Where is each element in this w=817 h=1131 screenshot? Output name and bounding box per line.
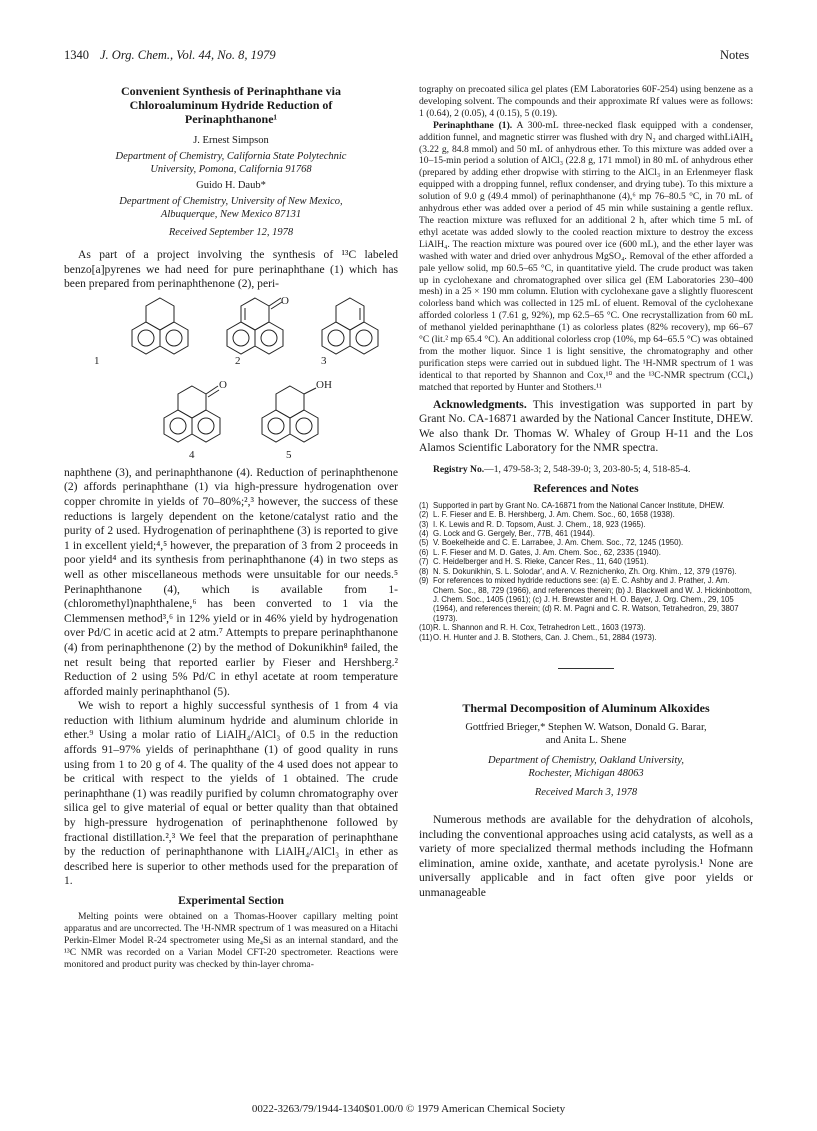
structure-label-3: 3: [321, 354, 327, 367]
reference-item: [419, 557, 753, 566]
reference-number: (11): [419, 632, 433, 642]
reference-text: For references to mixed hydride reductions see: (a) E. C. Ashby and J. Prather, J. Am. Chem. Soc., 88, 729 (1966), and references therein; (b) J. Blackwell and W. J. Hickinbottom, J. Chem. Soc., 1405 (1961); (c) J. H. Brewster and H. O. Bayer, J. Org. Chem., 29, 105 (1964), and references therein; (d) R. M. Pagni and C. R. Watson, Tetrahedron, 29, 3807 (1973).: [433, 576, 752, 623]
page-number: 1340: [64, 48, 89, 62]
structure-1: [132, 298, 188, 354]
references-heading: References and Notes: [533, 482, 639, 495]
reference-number: (4): [419, 529, 429, 539]
divider: [558, 668, 614, 669]
received-date: Received September 12, 1978: [168, 227, 294, 238]
author-name: Guido H. Daub*: [196, 180, 266, 191]
reference-number: (2): [419, 510, 429, 520]
reference-text: L. F. Fieser and E. B. Hershberg, J. Am. Chem. Soc., 60, 1658 (1938).: [433, 510, 675, 520]
atom-label-oh: OH: [316, 378, 332, 391]
reference-number: (6): [419, 547, 429, 557]
structure-2: [227, 298, 283, 354]
affiliation: Department of Chemistry, University of New Mexico, Albuquerque, New Mexico 87131: [119, 196, 343, 220]
structure-label-1: 1: [94, 354, 100, 367]
reference-text: I. K. Lewis and R. D. Topsom, Aust. J. Chem., 18, 923 (1965).: [433, 519, 646, 529]
reference-text: G. Lock and G. Gergely, Ber., 77B, 461 (1944).: [433, 529, 595, 539]
procedure-paragraph: Perinaphthane (1). A 300-mL three-necked flask equipped with a condenser, addition funnel, and magnetic stirrer was flushed with dry N₂ and charged withLiAlH₄ (3.22 g, 84.8 mmol) and 50 mL of anhydrous ether. To this mixture was added over a 10–15-min period a solution of AlCl₃ (22.8 g, 171 mmol) in 80 mL of anhydrous ether (prepared by adding ether dropwise with stirring to the AlCl₃ in an Erlenmeyer flask equipped with a dropping funnel, reflux condenser, and drying tube). To this mixture a solution of 9.0 g (49.4 mmol) of perinaphthanone (4),⁶ mp 76–80.5 °C, in 70 mL of anhydrous ether was added over a period of 45 min while sustaining a gentle reflux. The reaction mixture was refluxed for an additional 2 h, after which time 5 mL of ethyl acetate was added slowly to the cooled reaction mixture to destroy the excess LiAlH₄. The reaction mixture was poured over ice (600 mL), and the ether layer was washed with water and dried over anhydrous MgSO₄. Removal of the ether afforded a pale yellow solid, mp 60.5–65 °C, in quantitative yield. The crude product was taken up in cyclohexane and chromatographed over silica gel (EM Laboratories 230–400 mesh) in a 25 × 190 mm column. Elution with cyclohexane gave a slightly fluorescent colorless band which was collected in 125 mL of eluent. Removal of the cyclohexane afforded colorless 1 (7.61 g, 92%), mp 62.5–65 °C. One recrystallization from 60 mL of methanol yielded perinaphthane (1) as colorless plates (82% recovery), mp 66–67 °C (lit.² mp 65.4 °C). An additional colorless crop (10%, mp 64–65.5 °C) was obtained from the mother liquor. Since 1 is light sensitive, the chromatography and other purification steps were carried out in subdued light. The ¹H-NMR spectrum of 1 was identical to that reported by Shannon and Cox,¹⁰ and the ¹³C-NMR spectrum (CCl₄) matched that reported by Hunter and Stothers.¹¹: [419, 119, 753, 393]
reference-text: L. F. Fieser and M. D. Gates, J. Am. Chem. Soc., 62, 2335 (1940).: [433, 547, 661, 557]
reference-item: [419, 529, 753, 538]
intro-paragraph: As part of a project involving the synthesis of ¹³C labeled benzo[a]pyrenes we had need for pure perinaphthane (1) which has been prepared from perinaphthenone (2), peri-: [64, 248, 398, 291]
reference-number: (3): [419, 519, 429, 529]
affiliation: Department of Chemistry, California State Polytechnic University, Pomona, California 91768: [115, 151, 347, 175]
reference-text: V. Boekelheide and C. E. Larrabee, J. Am. Chem. Soc., 72, 1245 (1950).: [433, 538, 684, 548]
experimental-paragraph: Melting points were obtained on a Thomas-Hoover capillary melting point apparatus and are uncorrected. The ¹H-NMR spectrum of 1 was measured on a Hitachi Perkin-Elmer Model R-24 spectrometer using Me₄Si as an internal standard, and the ¹³C NMR was recorded on a Varian Model CFT-20 spectrometer. Reactions were monitored and product purity was checked by thin-layer chroma-: [64, 911, 398, 970]
reference-item: [419, 538, 753, 547]
reference-number: (7): [419, 557, 429, 567]
acknowledgments: Acknowledgments. This investigation was supported in part by Grant No. CA-16871 awarded by the National Cancer Institute, DHEW. We also thank Dr. Thomas W. Whaley of Group H-11 and the Los Alamos Scientific Laboratory for the NMR spectra.: [419, 397, 753, 455]
reference-text: Supported in part by Grant No. CA-16871 from the National Cancer Institute, DHEW.: [433, 500, 725, 510]
atom-label-o: O: [281, 294, 289, 307]
reference-number: (5): [419, 538, 429, 548]
reference-item: [419, 567, 753, 576]
affiliation: Department of Chemistry, Oakland University, Rochester, Michigan 48063: [488, 754, 684, 779]
reference-item: [419, 510, 753, 519]
author-names: Gottfried Brieger,* Stephen W. Watson, Donald G. Barar, and Anita L. Shene: [465, 721, 707, 746]
received-date: Received March 3, 1978: [534, 786, 638, 798]
copyright-footer: 0022-3263/79/1944-1340$01.00/0 © 1979 American Chemical Society: [251, 1103, 566, 1115]
section-heading: Experimental Section: [178, 895, 284, 907]
reference-item: [419, 623, 753, 632]
structure-5: [262, 386, 318, 442]
right-column: [419, 84, 753, 901]
reference-text: N. S. Dokunikhin, S. L. Solodar', and A. V. Reznichenko, Zh. Org. Khim., 12, 379 (1976).: [433, 566, 737, 576]
left-column: [64, 84, 398, 971]
reference-item: [419, 633, 753, 642]
structure-4: [164, 386, 220, 442]
intro-paragraph: Numerous methods are available for the dehydration of alcohols, including the conventional approaches using acid catalysts, as well as a variety of more specialized thermal methods including the Hofmann elimination, amine oxide, xanthate, and acetate pyrolysis.¹ None are universally applicable and in fact often give poor yields or unmanageable: [419, 812, 753, 899]
reference-item: [419, 520, 753, 529]
reference-number: (10): [419, 623, 433, 633]
reference-text: C. Heidelberger and H. S. Rieke, Cancer Res., 11, 640 (1951).: [433, 557, 649, 567]
atom-label-o: O: [219, 378, 227, 391]
references-list: [419, 501, 753, 642]
article-title: Thermal Decomposition of Aluminum Alkoxides: [462, 700, 710, 715]
chemical-structures-figure: [64, 292, 398, 464]
reference-item: [419, 548, 753, 557]
reference-text: R. L. Shannon and R. H. Cox, Tetrahedron Lett., 1603 (1973).: [433, 623, 646, 633]
reference-number: (1): [419, 500, 429, 510]
structure-label-2: 2: [235, 354, 241, 367]
reference-number: (9): [419, 576, 429, 586]
reference-item: [419, 501, 753, 510]
reference-text: O. H. Hunter and J. B. Stothers, Can. J. Chem., 51, 2884 (1973).: [433, 632, 657, 642]
section-label: Notes: [720, 48, 750, 62]
body-paragraph: We wish to report a highly successful synthesis of 1 from 4 via reduction with lithium aluminum hydride and aluminum chloride in ether.⁹ Using a molar ratio of LiAlH₄/AlCl₃ of 0.5 in the reduction affords 91–97% yields of perinaphthane (1) of good quality in runs using from 1 to 20 g of 4. The quality of the 4 used does not appear to be critical with respect to the yields of 1 obtained. The crude perinaphthane (1) was readily purified by column chromatography over silica gel to give material of equal or better quality than that obtained by high-pressure hydrogenation of perinaphthenone followed by fractional distillation.²,³ We feel that the preparation of perinaphthane by the reduction of perinaphthanone with LiAlH₄/AlCl₃ in ether as described here is superior to other methods used for the preparation of 1.: [64, 699, 398, 888]
author-name: J. Ernest Simpson: [193, 135, 269, 146]
structure-label-4: 4: [189, 448, 195, 461]
reference-item: [419, 576, 753, 623]
body-paragraph: naphthene (3), and perinaphthanone (4). Reduction of perinaphthenone (2) affords perinaphthane (1) via high-pressure hydrogenation over copper chromite in yields of 70–80%;²,³ however, the success of these reductions is largely dependent on the ketone/catalyst ratio and the purity of 2 used. Hydrogenation of perinaphthene (3) is reported to give 1 in excellent yield;⁴,⁵ however, the preparation of 3 from 2 proceeds in poor yield⁴ and its synthesis from perinaphthanone (4) in two steps as well as other miscellaneous methods were unsuitable for our needs.⁵ Perinaphthanone (4), which is available from 1-(chloromethyl)naphthalene,⁶ has been converted to 1 via the Clemmensen method³,⁶ in 12% yield or in 46% yield by hydrogenation over Pd/C in acetic acid at 2 atm.⁷ Attempts to prepare perinaphthanone (4) from perinaphthenone (2) by the method of Dokunikhin⁸ failed, the net result being that reported earlier by Fieser and Hershberg.² Reduction of 2 using 5% Pd/C in ethyl acetate at room temperature afforded mainly perinaphthanol (5).: [64, 465, 398, 698]
structure-3: [322, 298, 378, 354]
journal-citation: J. Org. Chem., Vol. 44, No. 8, 1979: [100, 48, 276, 62]
reference-number: (8): [419, 566, 429, 576]
experimental-paragraph: tography on precoated silica gel plates (EM Laboratories 60F-254) using benzene as a developing solvent. The compounds and their approximate Rf values were as follows: 1 (0.64), 2 (0.05), 4 (0.15), 5 (0.19).: [419, 84, 753, 119]
structure-label-5: 5: [286, 448, 292, 461]
registry-numbers: Registry No.—1, 479-58-3; 2, 548-39-0; 3, 203-80-5; 4, 518-85-4.: [433, 463, 691, 475]
article-title: Convenient Synthesis of Perinaphthane via Chloroaluminum Hydride Reduction of Perinaphthanone¹: [120, 84, 342, 126]
